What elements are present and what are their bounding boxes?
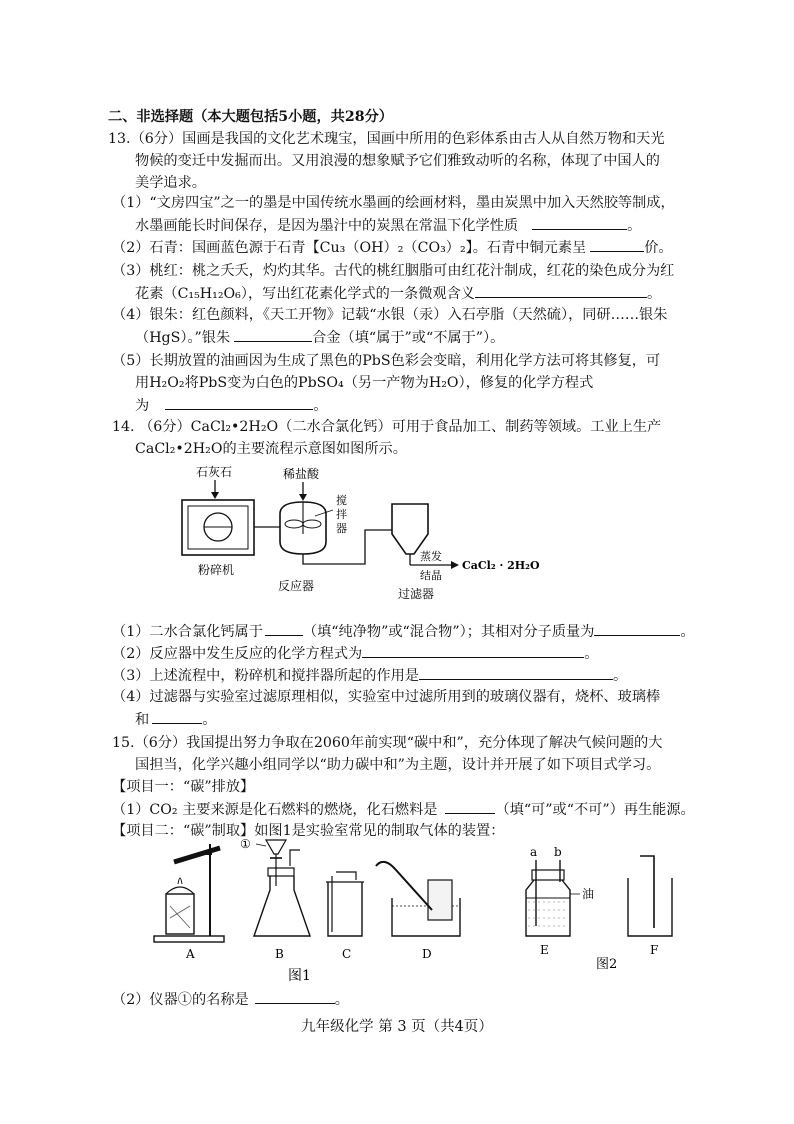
q15-part2-text: （2）仪器①的名称是 — [112, 992, 249, 1008]
q15-intro-line1: 15.（6分）我国提出努力争取在2060年前实现“碳中和”，充分体现了解决气候问题的大 — [112, 735, 663, 751]
q14-part3-line — [112, 664, 702, 687]
stirrer-label-2: 拌 — [336, 508, 347, 521]
stirrer-blade-right — [303, 520, 321, 528]
q13-part3-line1: （3）桃红：桃之夭夭，灼灼其华。古代的桃红胭脂可由红花汁制成，红花的染色成分为红 — [112, 263, 675, 279]
stirrer-blade-left — [285, 520, 303, 528]
q14-part2-end: 。 — [584, 646, 599, 662]
q13-intro-line1: 13.（6分）国画是我国的文化艺术瑰宝，国画中所用的色彩体系由古人从自然万物和天光 — [108, 131, 665, 147]
q13-part1-answer-blank[interactable] — [532, 214, 627, 230]
q15-part1-text-a: （1）CO₂ 主要来源是化石燃料的燃烧，化石燃料是 — [112, 802, 438, 818]
q13-part3-end: 。 — [646, 286, 662, 302]
q13-part4-answer-blank[interactable] — [234, 326, 312, 342]
label-f: F — [650, 943, 659, 957]
q14-part4-line2 — [135, 708, 725, 731]
q14-part1-text-a: （1）二水合氯化钙属于 — [112, 624, 263, 640]
stirrer-label-1: 搅 — [336, 494, 347, 507]
filter-funnel — [392, 504, 428, 554]
q13-part3-text: 花素（C₁₅H₁₂O₆），写出红花素化学式的一条微观含义 — [135, 286, 475, 302]
apparatus-d — [376, 862, 460, 961]
label-b: B — [275, 947, 284, 961]
q13-part2-text: （2）石青：国画蓝色源于石青【Cu₃（OH）₂（CO₃）₂】。石青中铜元素呈 — [112, 240, 587, 256]
q13-part2-line — [112, 236, 702, 259]
q13-part2-answer-blank[interactable] — [590, 236, 644, 252]
q14-part3-end: 。 — [612, 668, 628, 684]
q14-part1-answer-blank-2[interactable] — [594, 620, 680, 636]
q13-part5-text: 为 — [135, 398, 150, 414]
q14-part1-answer-blank-1[interactable] — [265, 620, 303, 636]
acid-arrowhead — [299, 494, 307, 501]
figure1-caption: 图1 — [288, 968, 311, 984]
limestone-arrowhead — [211, 492, 219, 499]
q14-part2-answer-blank[interactable] — [362, 642, 584, 658]
product-label: CaCl₂ · 2H₂O — [462, 559, 540, 572]
stirrer-leader — [315, 510, 333, 516]
apparatus-c — [326, 872, 364, 961]
q15-part1-text-b: （填“可”或“不可”）再生能源。 — [495, 802, 695, 818]
q13-part4-text-a: （HgS）。”银朱 — [135, 330, 231, 346]
limestone-label: 石灰石 — [196, 465, 233, 479]
q13-part1-line1: （1）“文房四宝”之一的墨是中国传统水墨画的绘画材料，墨由炭黑中加入天然胶等制成， — [112, 195, 675, 211]
q14-part1-line — [112, 620, 702, 643]
q13-intro-line3: 美学追求。 — [135, 175, 206, 191]
crusher-label: 粉碎机 — [198, 563, 235, 577]
q13-part4-line2 — [135, 326, 725, 349]
apparatus-b — [240, 837, 310, 961]
q15-part1-line — [112, 798, 712, 821]
q13-part4-text-b: 合金（填“属于”或“不属于”）。 — [312, 330, 505, 346]
q15-project2-title: 【项目二：“碳”制取】如图1是实验室常见的制取气体的装置： — [112, 823, 505, 839]
q13-part1-end: 。 — [627, 218, 642, 234]
q13-intro-line2: 物候的变迁中发掘而出。又用浪漫的想象赋予它们雅致动听的名称，体现了中国人的 — [135, 153, 660, 169]
page-footer: 九年级化学 第 3 页（共4页） — [301, 1019, 493, 1035]
reactor-to-filter-pipe — [303, 530, 392, 564]
q13-part5-line2: 用H₂O₂将PbS变为白色的PbSO₄（另一产物为H₂O），修复的化学方程式 — [135, 375, 594, 391]
q14-part4-answer-blank[interactable] — [152, 708, 202, 724]
q13-part5-answer-blank[interactable] — [165, 394, 313, 410]
q14-part4-line1: （4）过滤器与实验室过滤原理相似，实验室中过滤所用到的玻璃仪器有，烧杯、玻璃棒 — [112, 689, 661, 705]
q14-part3-text: （3）上述流程中，粉碎机和搅拌器所起的作用是 — [112, 668, 419, 684]
label-a: A — [186, 947, 195, 961]
q13-part5-line1: （5）长期放置的油画因为生成了黑色的PbS色彩会变暗，利用化学方法可将其修复，可 — [112, 353, 661, 369]
q15-part2-line — [112, 988, 702, 1011]
q14-intro-line2: CaCl₂•2H₂O的主要流程示意图如图所示。 — [135, 441, 407, 457]
q14-part4-text: 和 — [135, 712, 150, 728]
section-title: 二、非选择题（本大题包括5小题，共28分） — [108, 109, 393, 125]
q14-part2-line — [112, 642, 702, 665]
q13-part1-line2 — [135, 214, 725, 237]
q13-part3-answer-blank[interactable] — [475, 282, 647, 298]
q13-part1-text: 水墨画能长时间保存，是因为墨汁中的炭黑在常温下化学性质 — [135, 218, 519, 234]
apparatus-figure — [150, 836, 710, 984]
label-e: E — [540, 943, 549, 957]
apparatus-e — [526, 845, 594, 957]
instrument-marker: ① — [240, 837, 251, 851]
q13-part4-line1: （4）银朱：红色颜料，《天工开物》记载“水银（汞）入石亭脂（天然硫），同研……银朱 — [112, 307, 668, 323]
q14-intro-line1: 14. （6分）CaCl₂•2H₂O（二水合氯化钙）可用于食品加工、制药等领域。工业上生产 — [112, 419, 662, 435]
q14-part1-end: 。 — [680, 624, 695, 640]
evaporation-label: 蒸发 — [420, 550, 442, 563]
q15-intro-line2: 国担当，化学兴趣小组同学以“助力碳中和”为主题，设计并开展了如下项目式学习。 — [135, 757, 661, 773]
q14-part1-text-b: （填“纯净物”或“混合物”）；其相对分子质量为 — [302, 624, 595, 640]
apparatus-a — [154, 844, 224, 961]
oil-label: 油 — [582, 887, 595, 901]
product-arrowhead — [451, 561, 459, 569]
q13-part3-line2 — [135, 282, 725, 305]
q14-part4-end: 。 — [202, 712, 217, 728]
acid-label: 稀盐酸 — [283, 467, 320, 481]
label-tube-b: b — [554, 845, 562, 859]
figure2-caption: 图2 — [596, 957, 618, 972]
crystallization-label: 结晶 — [420, 569, 442, 582]
label-tube-a: a — [530, 845, 538, 859]
q13-part5-end: 。 — [313, 398, 328, 414]
stirrer-label-3: 器 — [336, 522, 347, 535]
q15-part2-answer-blank[interactable] — [255, 988, 335, 1004]
q14-part2-text: （2）反应器中发生反应的化学方程式为 — [112, 646, 363, 662]
q13-part5-line3 — [135, 394, 725, 417]
q13-part2-end: 价。 — [644, 240, 673, 256]
q15-part1-answer-blank[interactable] — [445, 798, 495, 814]
process-flow-diagram — [170, 462, 590, 610]
label-d: D — [422, 947, 432, 961]
reactor-label: 反应器 — [278, 579, 315, 593]
label-c: C — [342, 947, 352, 961]
q14-part3-answer-blank[interactable] — [419, 664, 613, 680]
filter-label: 过滤器 — [398, 587, 435, 601]
q15-project1-title: 【项目一：“碳”排放】 — [112, 779, 255, 795]
q15-part2-end: 。 — [334, 992, 349, 1008]
apparatus-f — [628, 856, 672, 957]
